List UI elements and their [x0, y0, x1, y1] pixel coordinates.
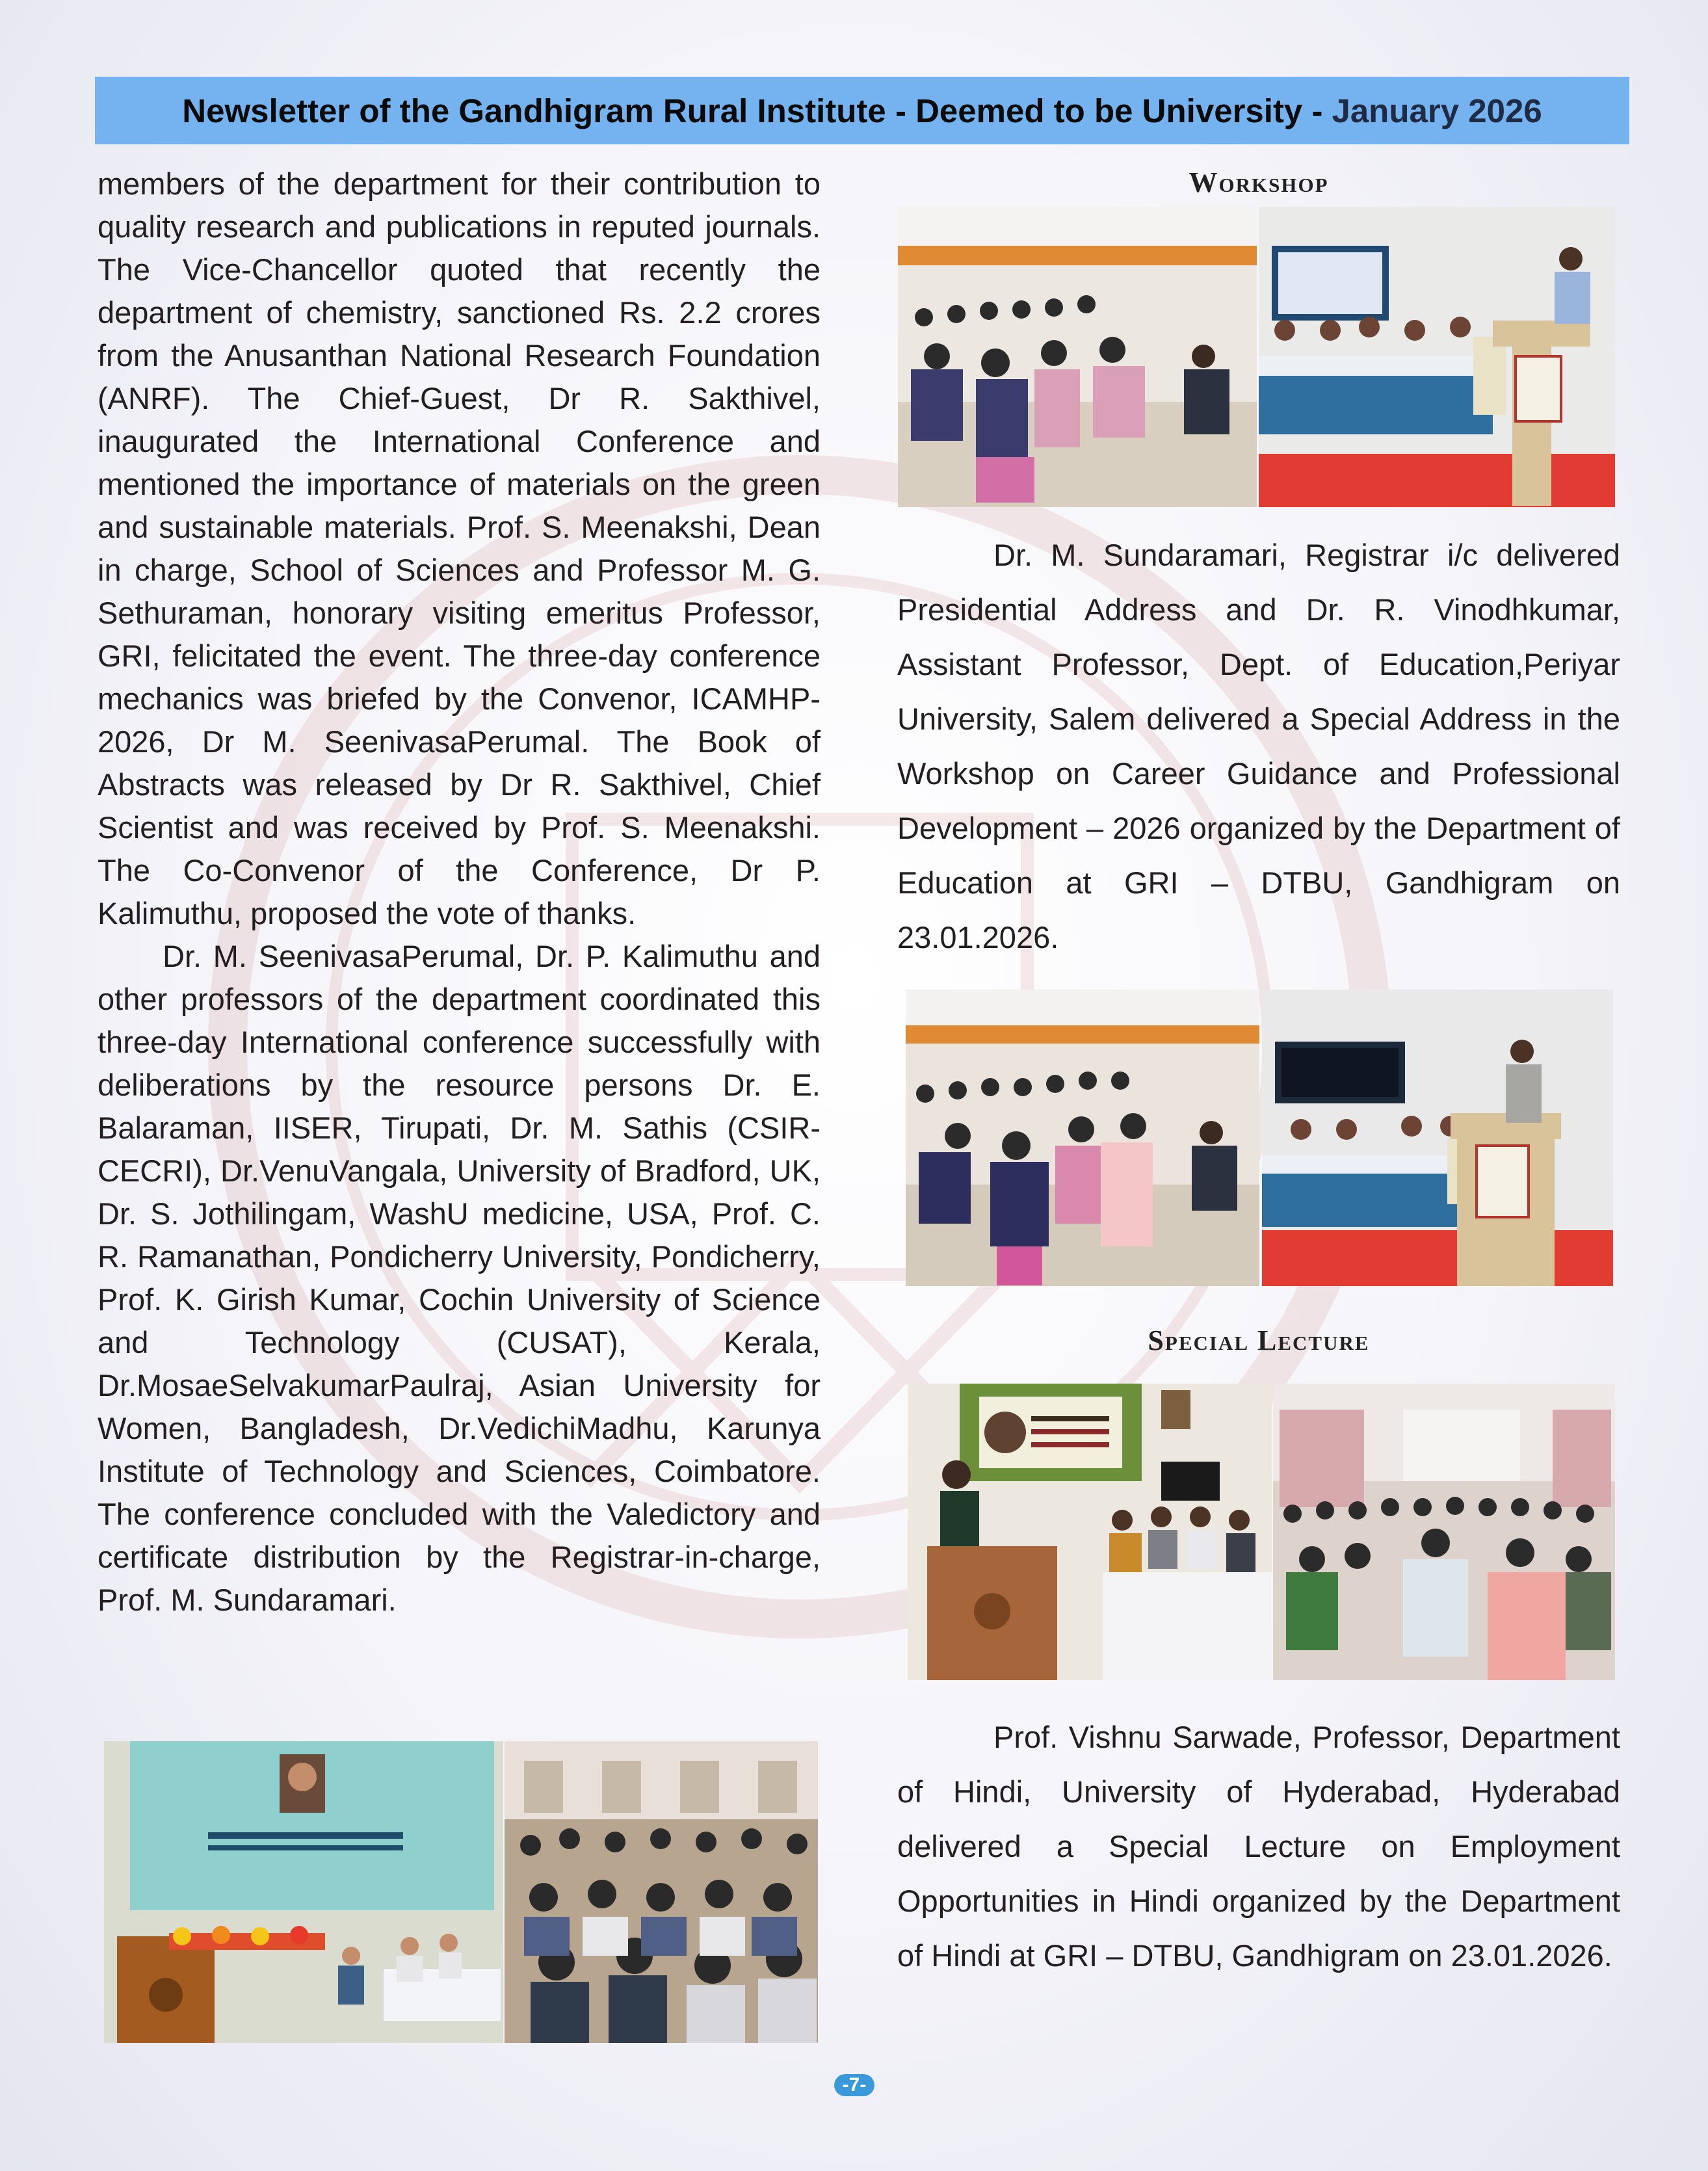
conference-paragraph-1: members of the department for their contribution to quality research and publications in reputed journals. The Vice-Chancellor quoted that recently the department of chemistry, sanctioned Rs. 2.2 crores from the Anusanthan National Research Foundation (ANRF). The Chief-Guest, Dr R. Sakthivel, inaugurated the International Conference and mentioned the importance of materials on the green and sustainable materials. Prof. S. Meenakshi, Dean in charge, School of Sciences and Professor M. G. Sethuraman, honorary visiting emeritus Professor, GRI, felicitated the event. The three-day conference mechanics was briefed by the Convenor, ICAMHP-2026, Dr M. SeenivasaPerumal. The Book of Abstracts was released by Dr R. Sakthivel, Chief Scientist and was received by Prof. S. Meenakshi. The Co-Convenor of the Conference, Dr P. Kalimuthu, proposed the vote of thanks. — [98, 166, 821, 930]
page-number: -7- — [834, 2074, 874, 2096]
conference-audience-photo — [505, 1741, 818, 2043]
newsletter-title: Newsletter of the Gandhigram Rural Institute - Deemed to be University - — [182, 92, 1323, 129]
issue-date: January 2026 — [1332, 92, 1542, 129]
special-lecture-stage-photo — [908, 1384, 1272, 1680]
workshop-title: Workshop — [1189, 166, 1329, 198]
special-lecture-title: Special Lecture — [1148, 1324, 1370, 1356]
special-lecture-paragraph: Prof. Vishnu Sarwade, Professor, Department of Hindi, University of Hyderabad, Hyderabad delivered a Special Lecture on Employment Opportunities in Hindi organized by the Department of Hindi at GRI – DTBU, Gandhigram on 23.01.2026. — [897, 1720, 1620, 1973]
newsletter-header — [95, 77, 1629, 144]
workshop-audience-photo-2 — [906, 990, 1259, 1286]
workshop-paragraph: Dr. M. Sundaramari, Registrar i/c delivered Presidential Address and Dr. R. Vinodhkumar, Assistant Professor, Dept. of Education,Periyar University, Salem delivered a Special Address in the Workshop on Career Guidance and Professional Development – 2026 organized by the Department of Education at GRI – DTBU, Gandhigram on 23.01.2026. — [897, 538, 1620, 954]
left-column — [98, 163, 821, 1622]
workshop-stage-photo-2 — [1262, 990, 1613, 1286]
workshop-stage-photo — [1259, 207, 1615, 507]
conference-stage-photo — [104, 1741, 503, 2043]
special-lecture-audience-photo — [1273, 1384, 1615, 1680]
workshop-text — [897, 528, 1620, 965]
conference-paragraph-2: Dr. M. SeenivasaPerumal, Dr. P. Kalimuthu and other professors of the department coordinated this three-day International conference successfully with deliberations by the resource persons Dr. E. Balaraman, IISER, Tirupati, Dr. M. Sathis (CSIR-CECRI), Dr.VenuVangala, University of Bradford, UK, Dr. S. Jothilingam, WashU medicine, USA, Prof. C. R. Ramanathan, Pondicherry University, Pondicherry, Prof. K. Girish Kumar, Cochin University of Science and Technology (CUSAT), Kerala, Dr.MosaeSelvakumarPaulraj, Asian University for Women, Bangladesh, Dr.VedichiMadhu, Karunya Institute of Technology and Sciences, Coimbatore. The conference concluded with the Valedictory and certificate distribution by the Registrar-in-charge, Prof. M. Sundaramari. — [98, 939, 821, 1617]
workshop-audience-photo — [898, 207, 1257, 507]
special-lecture-text — [897, 1710, 1620, 1983]
